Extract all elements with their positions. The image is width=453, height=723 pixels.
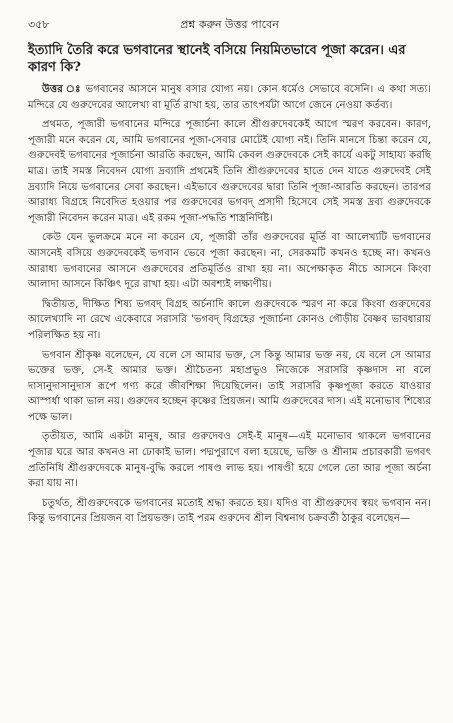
paragraph-second-reason: দ্বিতীয়ত, দীক্ষিত শিষ্য ভগবদ্ বিগ্রহ অর্চনাদি কালে গুরুদেবকে স্মরণ না করে কিংবা গুরুদেবের আলেখ্যাদি না রেখে একেবারে সরাসরি 'ভগবদ্ বিগ্রহের পূজার্চনা কোনও গৌড়ীয় বৈষ্ণব ভাবধারায় পরিলক্ষিত হয় না। [28,298,431,341]
question-heading: ইত্যাদি তৈরি করে ভগবানের স্থানেই বসিয়ে নিয়মিতভাবে পূজা করেন। এর কারণ কি? [28,43,406,75]
page-header [28,10,431,40]
paragraph-clarification: কেউ যেন ভুলক্রমে মনে না করেন যে, পূজারী তাঁর গুরুদেবের মূর্তি বা আলেখ্যটি ভগবানের আসনেই বসিয়ে গুরুদেবকেই ভগবান ভেবে পূজা করছেন। না, সেরকমটি কখনও হচ্ছে না। কখনও আরাধ্য ভগবানের আসনে গুরুদেবের প্রতিমূর্তিও রাখা হয় না। অপেক্ষাকৃত নীচে আসনে কিংবা আলাদা আসনে কিঞ্চিৎ দূরে রাখা হয়। এটা অবশ্যই লক্ষ্যণীয়। [28,232,431,291]
paragraph-first-reason: প্রথমত, পূজারী ভগবানের মন্দিরে পূজার্চনা কালে শ্রীগুরুদেবকেই আগে স্মরণ করবেন। কারণ, পূজারী মনে করেন যে, আমি ভগবানের পূজা-সেবার মোটেই যোগ্য নই। তিনি মানসে চিন্তা করেন যে, গুরুদেবই ভগবানের পূজার্চনা আরতি করছেন, আমি কেবল গুরুদেবকে সেই কার্যে একটু সাহায্য করছি মাত্র। তাই সমস্ত নিবেদন যোগ্য দ্রব্যাদি প্রথমেই তিনি শ্রীগুরুদেবের হাতে দেন যাতে গুরুদেবই সেই দ্রব্যাদি নিয়ে ভগবানের সেবা করছেন। এইভাবে গুরুদেবের দ্বারা তিনি পূজা-আরতি করছেন। তারপর আরাধ্য বিগ্রহে নিবেদিত হওয়ার পর গুরুদেবের ভগবদ্ প্রসাদী হিসেবে সেই সমস্ত দ্রব্য গুরুদেবকে পূজারী নিবেদন করেন মাত্র। এই রকম পূজা-পদ্ধতি শাস্ত্রনির্দিষ্ট। [28,119,431,224]
running-head: প্রশ্ন করুন উত্তর পাবেন [180,18,279,31]
answer-text: ভগবানের আসনে মানুষ বসার যোগ্য নয়। কোন ধর্মেও সেভাবে বসেনি। এ কথা সত্য। মন্দিরে যে গুরুদেবের আলেখ্য বা মূর্তি রাখা হয়, তার তাৎপর্যটা আগে জেনে নেওয়া কর্তব্য। [28,84,431,111]
paragraph-krishna-quote: ভগবান শ্রীকৃষ্ণ বলেছেন, যে বলে সে আমার ভক্ত, সে কিন্তু আমার ভক্ত নয়, যে বলে সে আমার ভক্তের ভক্ত, সে-ই আমার ভক্ত। শ্রীচৈতন্য মহাপ্রভুও নিজেকে সরাসরি কৃষ্ণদাস না বলে দাসানুদাসানুদাস রূপে গণ্য করে জীবশিক্ষা দিয়েছিলেন। তাই সরাসরি কৃষ্ণপূজা করতে যাওয়ার আস্পর্ধা থাকা ভাল নয়। গুরুদেব হচ্ছেন কৃষ্ণের প্রিয়জন। আমি গুরুদেবের দাস। এই মনোভাব শিষ্যের পক্ষে ভাল। [28,349,431,423]
paragraph-fourth-reason: চতুর্থত, শ্রীগুরুদেবকে ভগবানের মতোই শ্রদ্ধা করতে হয়। যদিও বা শ্রীগুরুদেব স্বয়ং ভগবান নন। কিন্তু ভগবানের প্রিয়জন বা প্রিয়ভক্ত। তাই পরম গুরুদেব শ্রীল বিশ্বনাথ চক্রবর্তী ঠাকুর বলেছেন— [28,497,431,525]
answer-label: উত্তর ঃ [42,83,82,95]
paragraph-third-reason: তৃতীয়ত, আমি একটা মানুষ, আর গুরুদেবও সেই-ই মানুষ—এই মনোভাব থাকলে ভগবানের পূজার ঘরে আর কখনও না ঢোকাই ভাল। পদ্মপুরাণে বলা হয়েছে, ভক্তি ও শ্রীনাম প্রচারকারী ভগবৎ প্রতিনিধি শ্রীগুরুদেবকে মানুষ-বুদ্ধি করলে পাষণ্ড লাভ হয়। পাষণ্ডী হয়ে গেলে তো আর পূজা অর্চনা করা যায় না। [28,431,431,490]
answer-paragraph [28,82,431,113]
page-number: ৩৫৮ [28,18,50,31]
